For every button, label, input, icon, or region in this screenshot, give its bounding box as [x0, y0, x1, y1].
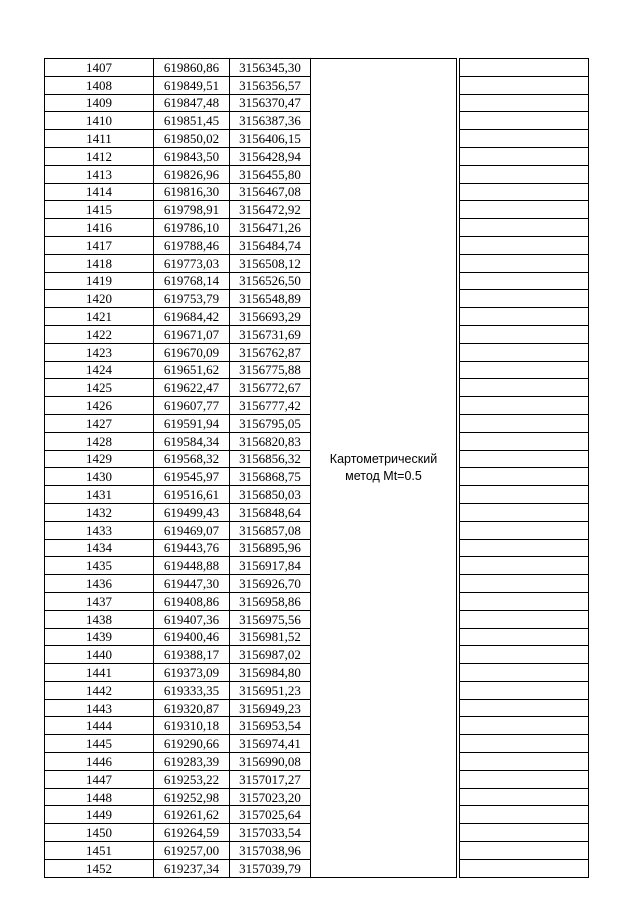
- x-coordinate-cell: 619447,30: [154, 575, 230, 593]
- point-number-cell: 1415: [45, 201, 154, 219]
- y-coordinate-cell: 3156856,32: [230, 450, 311, 468]
- y-coordinate-cell: 3156406,15: [230, 130, 311, 148]
- empty-cell: [460, 112, 589, 130]
- y-coordinate-cell: 3156345,30: [230, 59, 311, 77]
- x-coordinate-cell: 619753,79: [154, 290, 230, 308]
- y-coordinate-cell: 3156777,42: [230, 397, 311, 415]
- method-accuracy: метод Mt=0.5: [345, 468, 422, 483]
- empty-cell: [460, 450, 589, 468]
- point-number-cell: 1421: [45, 308, 154, 326]
- empty-cell: [460, 557, 589, 575]
- point-number-cell: 1423: [45, 343, 154, 361]
- y-coordinate-cell: 3157033,54: [230, 824, 311, 842]
- empty-cell: [460, 842, 589, 860]
- y-coordinate-cell: 3156926,70: [230, 575, 311, 593]
- empty-cell: [460, 94, 589, 112]
- y-coordinate-cell: 3156974,41: [230, 735, 311, 753]
- y-coordinate-cell: 3156772,67: [230, 379, 311, 397]
- x-coordinate-cell: 619849,51: [154, 76, 230, 94]
- y-coordinate-cell: 3156428,94: [230, 147, 311, 165]
- x-coordinate-cell: 619264,59: [154, 824, 230, 842]
- point-number-cell: 1441: [45, 664, 154, 682]
- x-coordinate-cell: 619499,43: [154, 503, 230, 521]
- empty-cell: [460, 735, 589, 753]
- point-number-cell: 1411: [45, 130, 154, 148]
- x-coordinate-cell: 619388,17: [154, 646, 230, 664]
- empty-cell: [460, 414, 589, 432]
- point-number-cell: 1412: [45, 147, 154, 165]
- y-coordinate-cell: 3156472,92: [230, 201, 311, 219]
- x-coordinate-cell: 619798,91: [154, 201, 230, 219]
- point-number-cell: 1445: [45, 735, 154, 753]
- point-number-cell: 1449: [45, 806, 154, 824]
- point-number-cell: 1407: [45, 59, 154, 77]
- point-number-cell: 1447: [45, 770, 154, 788]
- point-number-cell: 1420: [45, 290, 154, 308]
- method-name: Картометрический: [329, 451, 438, 466]
- x-coordinate-cell: 619847,48: [154, 94, 230, 112]
- y-coordinate-cell: 3156387,36: [230, 112, 311, 130]
- x-coordinate-cell: 619448,88: [154, 557, 230, 575]
- y-coordinate-cell: 3156731,69: [230, 325, 311, 343]
- x-coordinate-cell: 619408,86: [154, 592, 230, 610]
- point-number-cell: 1408: [45, 76, 154, 94]
- empty-cell: [460, 486, 589, 504]
- y-coordinate-cell: 3156775,88: [230, 361, 311, 379]
- x-coordinate-cell: 619516,61: [154, 486, 230, 504]
- point-number-cell: 1424: [45, 361, 154, 379]
- x-coordinate-cell: 619860,86: [154, 59, 230, 77]
- point-number-cell: 1434: [45, 539, 154, 557]
- table-row: [45, 59, 589, 77]
- x-coordinate-cell: 619826,96: [154, 165, 230, 183]
- point-number-cell: 1422: [45, 325, 154, 343]
- y-coordinate-cell: 3156850,03: [230, 486, 311, 504]
- y-coordinate-cell: 3156951,23: [230, 681, 311, 699]
- point-number-cell: 1442: [45, 681, 154, 699]
- x-coordinate-cell: 619670,09: [154, 343, 230, 361]
- y-coordinate-cell: 3157039,79: [230, 859, 311, 877]
- empty-cell: [460, 646, 589, 664]
- empty-cell: [460, 165, 589, 183]
- point-number-cell: 1417: [45, 236, 154, 254]
- y-coordinate-cell: 3156508,12: [230, 254, 311, 272]
- point-number-cell: 1419: [45, 272, 154, 290]
- y-coordinate-cell: 3156868,75: [230, 468, 311, 486]
- point-number-cell: 1425: [45, 379, 154, 397]
- empty-cell: [460, 824, 589, 842]
- point-number-cell: 1451: [45, 842, 154, 860]
- empty-cell: [460, 183, 589, 201]
- point-number-cell: 1444: [45, 717, 154, 735]
- x-coordinate-cell: 619607,77: [154, 397, 230, 415]
- point-number-cell: 1416: [45, 219, 154, 237]
- x-coordinate-cell: 619773,03: [154, 254, 230, 272]
- point-number-cell: 1431: [45, 486, 154, 504]
- point-number-cell: 1435: [45, 557, 154, 575]
- y-coordinate-cell: 3156820,83: [230, 432, 311, 450]
- point-number-cell: 1448: [45, 788, 154, 806]
- point-number-cell: 1440: [45, 646, 154, 664]
- point-number-cell: 1429: [45, 450, 154, 468]
- point-number-cell: 1437: [45, 592, 154, 610]
- x-coordinate-cell: 619400,46: [154, 628, 230, 646]
- y-coordinate-cell: 3156975,56: [230, 610, 311, 628]
- y-coordinate-cell: 3156693,29: [230, 308, 311, 326]
- empty-cell: [460, 610, 589, 628]
- empty-cell: [460, 699, 589, 717]
- x-coordinate-cell: 619443,76: [154, 539, 230, 557]
- empty-cell: [460, 219, 589, 237]
- point-number-cell: 1409: [45, 94, 154, 112]
- point-number-cell: 1436: [45, 575, 154, 593]
- empty-cell: [460, 753, 589, 771]
- empty-cell: [460, 664, 589, 682]
- y-coordinate-cell: 3156795,05: [230, 414, 311, 432]
- y-coordinate-cell: 3156981,52: [230, 628, 311, 646]
- y-coordinate-cell: 3156471,26: [230, 219, 311, 237]
- x-coordinate-cell: 619290,66: [154, 735, 230, 753]
- empty-cell: [460, 521, 589, 539]
- empty-cell: [460, 59, 589, 77]
- x-coordinate-cell: 619591,94: [154, 414, 230, 432]
- y-coordinate-cell: 3157017,27: [230, 770, 311, 788]
- empty-cell: [460, 254, 589, 272]
- point-number-cell: 1443: [45, 699, 154, 717]
- x-coordinate-cell: 619261,62: [154, 806, 230, 824]
- y-coordinate-cell: 3156526,50: [230, 272, 311, 290]
- empty-cell: [460, 770, 589, 788]
- point-number-cell: 1438: [45, 610, 154, 628]
- empty-cell: [460, 859, 589, 877]
- point-number-cell: 1433: [45, 521, 154, 539]
- y-coordinate-cell: 3157025,64: [230, 806, 311, 824]
- x-coordinate-cell: 619257,00: [154, 842, 230, 860]
- x-coordinate-cell: 619843,50: [154, 147, 230, 165]
- empty-cell: [460, 272, 589, 290]
- y-coordinate-cell: 3157023,20: [230, 788, 311, 806]
- point-number-cell: 1450: [45, 824, 154, 842]
- coordinates-table-body: [45, 59, 589, 878]
- x-coordinate-cell: 619584,34: [154, 432, 230, 450]
- empty-cell: [460, 343, 589, 361]
- x-coordinate-cell: 619622,47: [154, 379, 230, 397]
- y-coordinate-cell: 3156917,84: [230, 557, 311, 575]
- point-number-cell: 1430: [45, 468, 154, 486]
- x-coordinate-cell: 619320,87: [154, 699, 230, 717]
- empty-cell: [460, 468, 589, 486]
- point-number-cell: 1428: [45, 432, 154, 450]
- empty-cell: [460, 147, 589, 165]
- x-coordinate-cell: 619252,98: [154, 788, 230, 806]
- empty-cell: [460, 361, 589, 379]
- point-number-cell: 1413: [45, 165, 154, 183]
- empty-cell: [460, 236, 589, 254]
- y-coordinate-cell: 3156455,80: [230, 165, 311, 183]
- empty-cell: [460, 397, 589, 415]
- method-cell: [311, 59, 457, 878]
- x-coordinate-cell: 619545,97: [154, 468, 230, 486]
- empty-cell: [460, 575, 589, 593]
- x-coordinate-cell: 619768,14: [154, 272, 230, 290]
- x-coordinate-cell: 619671,07: [154, 325, 230, 343]
- y-coordinate-cell: 3156762,87: [230, 343, 311, 361]
- x-coordinate-cell: 619786,10: [154, 219, 230, 237]
- x-coordinate-cell: 619788,46: [154, 236, 230, 254]
- empty-cell: [460, 379, 589, 397]
- y-coordinate-cell: 3156953,54: [230, 717, 311, 735]
- coordinates-table: [44, 58, 589, 878]
- point-number-cell: 1427: [45, 414, 154, 432]
- x-coordinate-cell: 619816,30: [154, 183, 230, 201]
- y-coordinate-cell: 3156984,80: [230, 664, 311, 682]
- empty-cell: [460, 717, 589, 735]
- y-coordinate-cell: 3156370,47: [230, 94, 311, 112]
- point-number-cell: 1452: [45, 859, 154, 877]
- x-coordinate-cell: 619850,02: [154, 130, 230, 148]
- empty-cell: [460, 681, 589, 699]
- y-coordinate-cell: 3157038,96: [230, 842, 311, 860]
- empty-cell: [460, 76, 589, 94]
- x-coordinate-cell: 619237,34: [154, 859, 230, 877]
- y-coordinate-cell: 3156949,23: [230, 699, 311, 717]
- point-number-cell: 1414: [45, 183, 154, 201]
- empty-cell: [460, 592, 589, 610]
- x-coordinate-cell: 619253,22: [154, 770, 230, 788]
- empty-cell: [460, 788, 589, 806]
- y-coordinate-cell: 3156548,89: [230, 290, 311, 308]
- y-coordinate-cell: 3156958,86: [230, 592, 311, 610]
- x-coordinate-cell: 619283,39: [154, 753, 230, 771]
- x-coordinate-cell: 619407,36: [154, 610, 230, 628]
- y-coordinate-cell: 3156987,02: [230, 646, 311, 664]
- y-coordinate-cell: 3156484,74: [230, 236, 311, 254]
- point-number-cell: 1410: [45, 112, 154, 130]
- empty-cell: [460, 325, 589, 343]
- y-coordinate-cell: 3156857,08: [230, 521, 311, 539]
- empty-cell: [460, 432, 589, 450]
- x-coordinate-cell: 619568,32: [154, 450, 230, 468]
- empty-cell: [460, 201, 589, 219]
- x-coordinate-cell: 619310,18: [154, 717, 230, 735]
- x-coordinate-cell: 619333,35: [154, 681, 230, 699]
- point-number-cell: 1439: [45, 628, 154, 646]
- empty-cell: [460, 628, 589, 646]
- empty-cell: [460, 539, 589, 557]
- x-coordinate-cell: 619684,42: [154, 308, 230, 326]
- point-number-cell: 1432: [45, 503, 154, 521]
- empty-cell: [460, 503, 589, 521]
- empty-cell: [460, 290, 589, 308]
- empty-cell: [460, 806, 589, 824]
- y-coordinate-cell: 3156895,96: [230, 539, 311, 557]
- y-coordinate-cell: 3156990,08: [230, 753, 311, 771]
- x-coordinate-cell: 619851,45: [154, 112, 230, 130]
- y-coordinate-cell: 3156848,64: [230, 503, 311, 521]
- point-number-cell: 1446: [45, 753, 154, 771]
- point-number-cell: 1426: [45, 397, 154, 415]
- point-number-cell: 1418: [45, 254, 154, 272]
- y-coordinate-cell: 3156356,57: [230, 76, 311, 94]
- y-coordinate-cell: 3156467,08: [230, 183, 311, 201]
- x-coordinate-cell: 619373,09: [154, 664, 230, 682]
- x-coordinate-cell: 619651,62: [154, 361, 230, 379]
- empty-cell: [460, 130, 589, 148]
- empty-cell: [460, 308, 589, 326]
- x-coordinate-cell: 619469,07: [154, 521, 230, 539]
